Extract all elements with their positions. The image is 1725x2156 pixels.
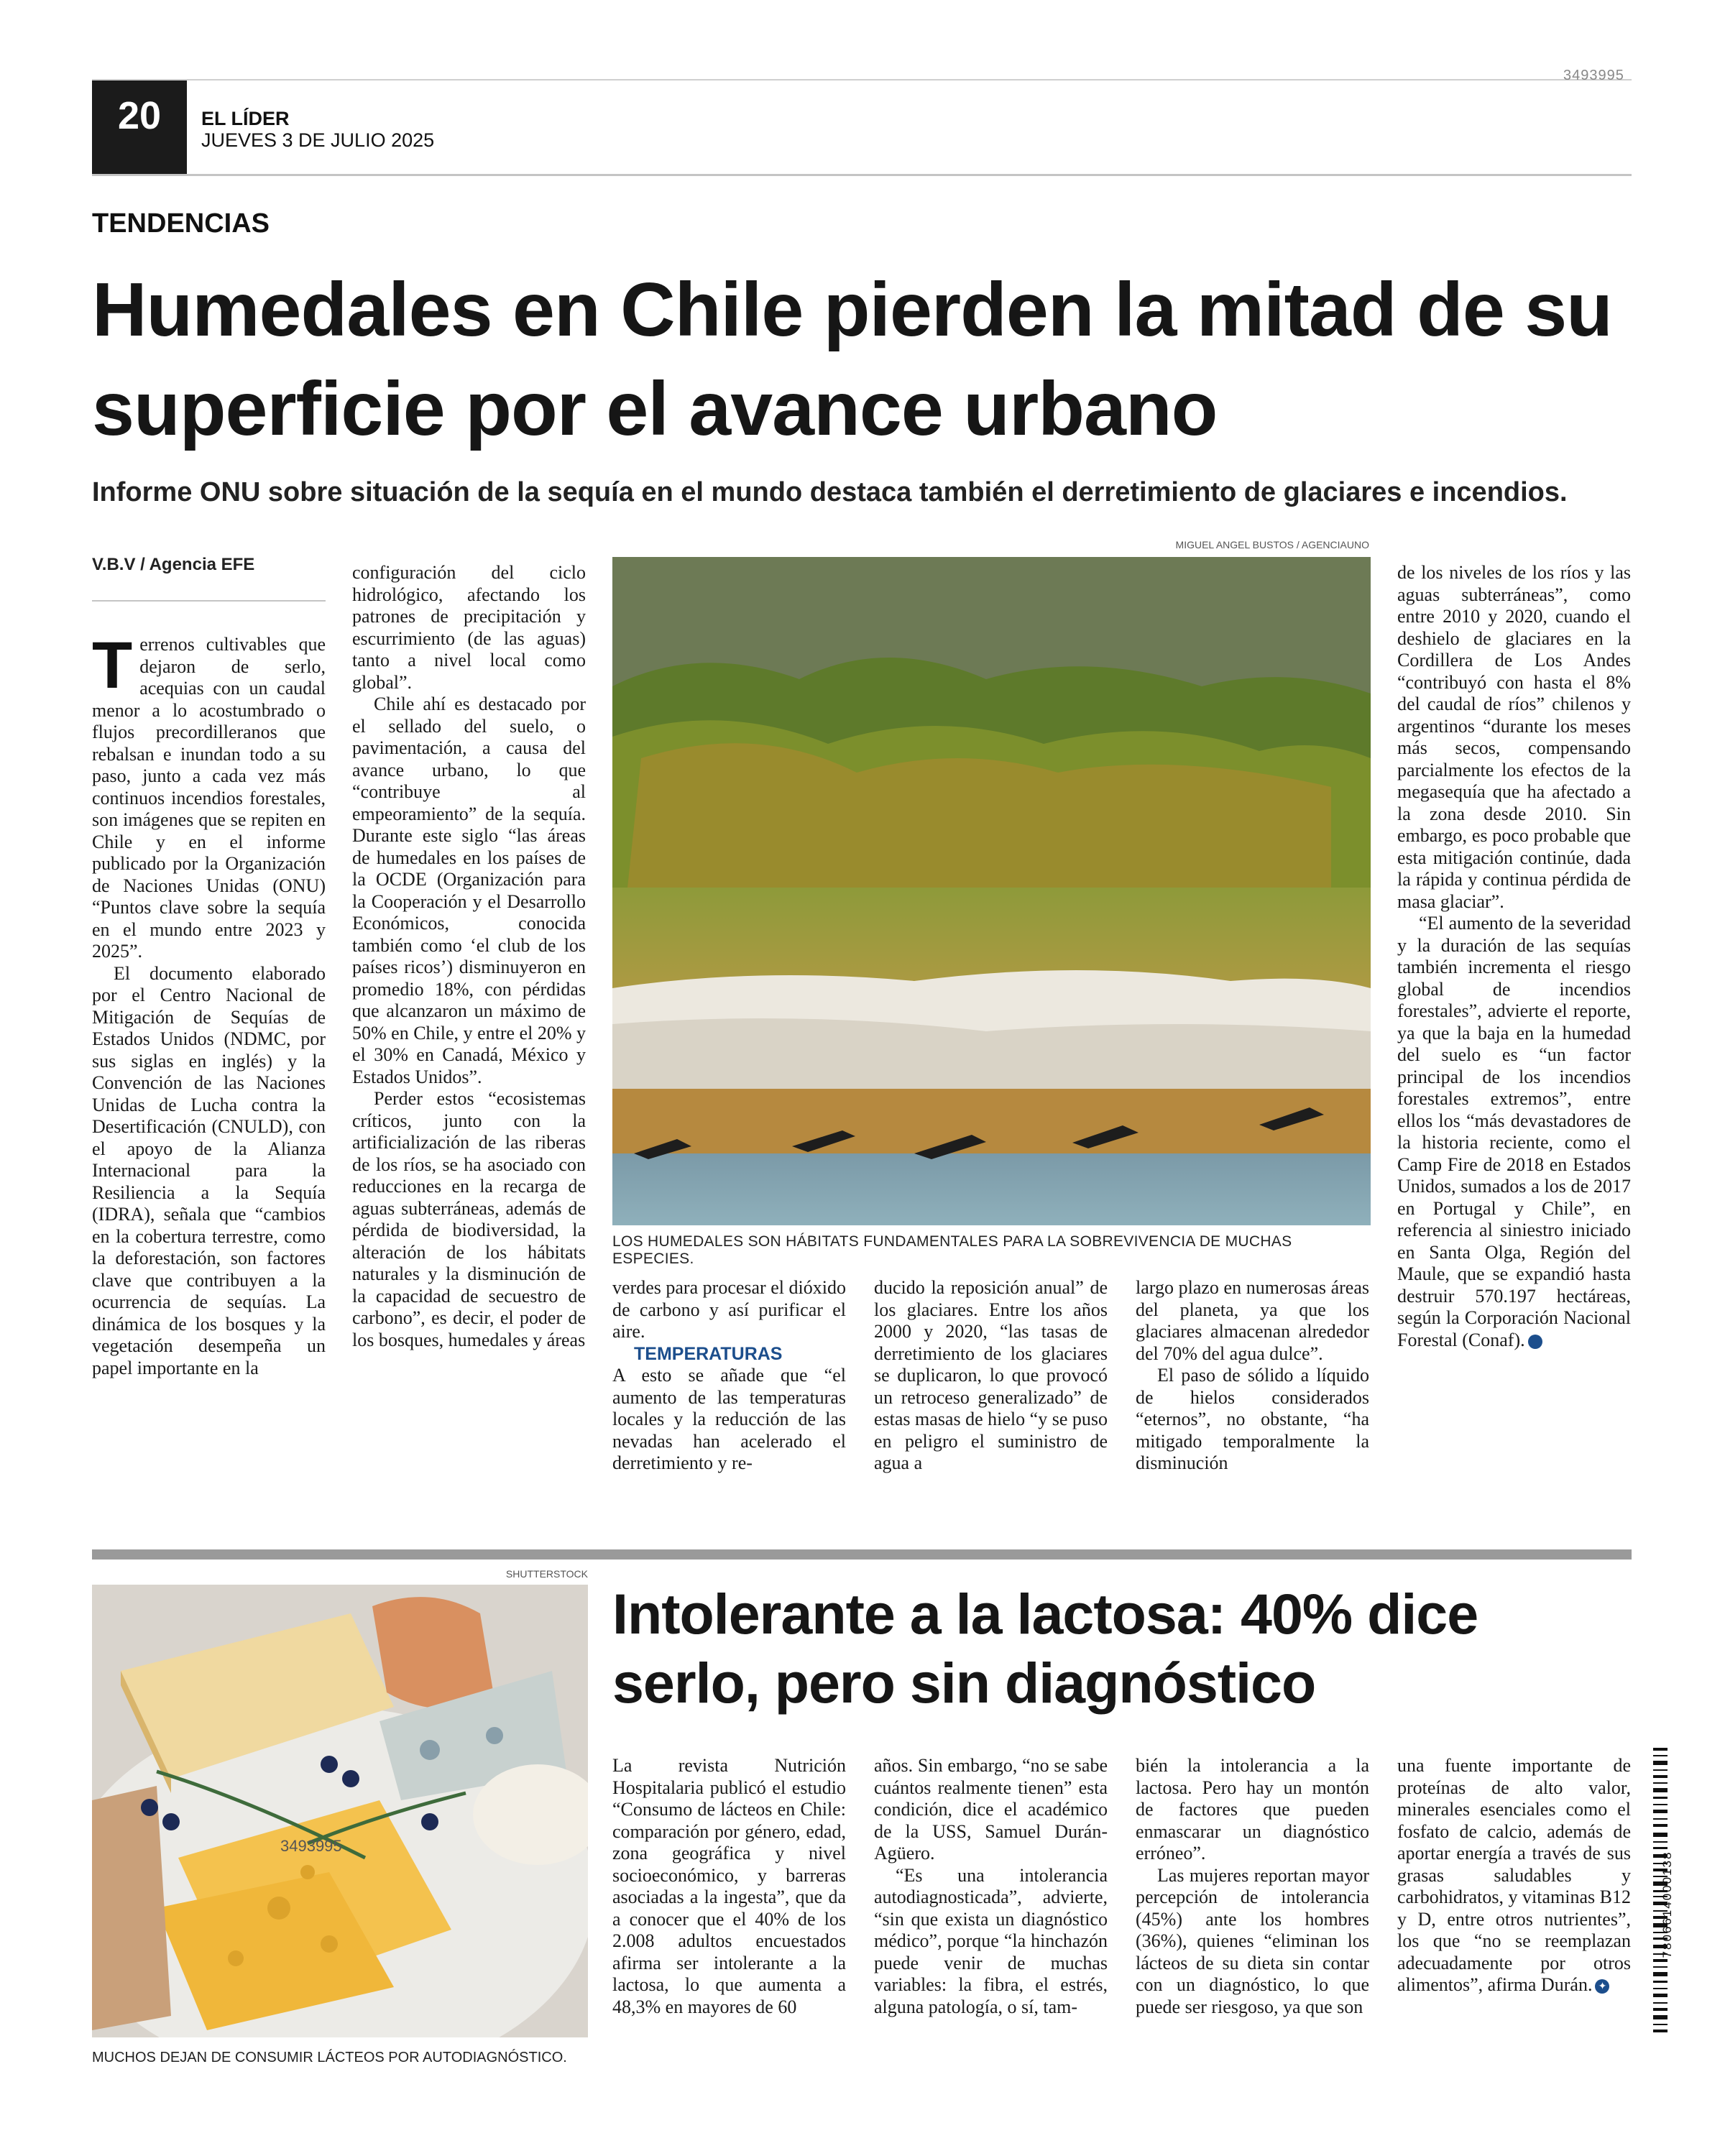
article1-column-3	[612, 1277, 846, 1475]
article1-column-6	[1397, 562, 1631, 1351]
article2-column-3	[1136, 1755, 1369, 2018]
star-end-icon: ✦	[1528, 1335, 1542, 1349]
byline: V.B.V / Agencia EFE	[92, 555, 255, 574]
article1-col1-paragraph-1: Terrenos cultivables que dejaron de serlo, acequias con un caudal menor a lo acostumbrado o flujos precordilleranos que rebalsan e inundan todo a su paso, junto a cada vez más continuos incendios forestales, son imágenes que se repiten en Chile y en el informe publicado por la Organización de Naciones Unidas (ONU) “Puntos clave sobre la sequía en el mundo entre 2023 y 2025”.	[92, 629, 326, 962]
subtitle-temperaturas: TEMPERATURAS	[634, 1343, 783, 1364]
header-bottom-rule	[92, 174, 1632, 176]
photo-credit-2: SHUTTERSTOCK	[505, 1568, 588, 1580]
photo-watermark: 3493995	[280, 1837, 342, 1855]
article1-col4-paragraph-1: ducido la reposición anual” de los glaciares. Entre los años 2000 y 2020, “las tasas de derretimiento de los glaciares se duplicaron, lo que provocó un retroceso generalizado” de estas masas de hielo “y se puso en peligro el suministro de agua a	[874, 1277, 1108, 1473]
barcode-number: 7806614000138	[1660, 1851, 1674, 1958]
article2-col2-paragraph-1: años. Sin embargo, “no se sabe cuántos realmente tienen” esta condición, dice el académico de la USS, Samuel Durán-Agüero.	[874, 1755, 1108, 1864]
photo-caption: LOS HUMEDALES SON HÁBITATS FUNDAMENTALES PARA LA SOBREVIVENCIA DE MUCHAS ESPECIES.	[612, 1233, 1292, 1267]
article2-col4-paragraph-1: una fuente importante de proteínas de alto valor, minerales esenciales como el fosfato de calcio, además de aportar energía a través de sus grasas saludables y carbohidratos, y vitaminas B12 y D, entre otros nutrientes”, los que “no se reemplazan adecuadamente por otros alimentos”, afirma Durán. ✦	[1397, 1755, 1631, 1995]
article2-col1-paragraph-1: La revista Nutrición Hospitalaria publicó el estudio “Consumo de lácteos en Chile: comparación por género, edad, zona geográfica y nivel socioeconómico, y barreras asociadas a la ingesta”, que da a conocer que el 40% de los 2.008 adultos encuestados afirma ser intolerante a la lactosa, lo que aumenta a 48,3% en mayores de 60	[612, 1755, 846, 2017]
publication-name: EL LÍDER	[201, 108, 290, 129]
wetland-photo	[612, 557, 1371, 1225]
article1-column-2	[352, 562, 586, 1351]
main-headline: Humedales en Chile pierden la mitad de su superficie por el avance urbano	[92, 267, 1612, 451]
article1-col3-paragraph-2: A esto se añade que “el aumento de las temperaturas locales y la reducción de las nevadas han acelerado el derretimiento y re-	[612, 1365, 846, 1473]
article1-col6-paragraph-2: “El aumento de la severidad y la duración de las sequías también incrementa el riesgo global de incendios forestales”, advierte el reporte, ya que la baja en la humedad del suelo es “un factor principal de los incendios forestales extremos”, entre ellos los “más devastadores de la historia reciente, como el Camp Fire de 2018 en Estados Unidos, sumados a los de 2017 en Portugal y Chile”, en referencia al siniestro iniciado en Santa Olga, Región del Maule, que se expandió hasta destruir 570.197 hectáreas, según la Corporación Nacional Forestal (Conaf). ✦	[1397, 913, 1631, 1350]
article1-col3-paragraph-1: verdes para procesar el dióxido de carbono y así purificar el aire.	[612, 1277, 846, 1342]
photo-credit: MIGUEL ANGEL BUSTOS / AGENCIAUNO	[1175, 539, 1369, 550]
article2-col3-paragraph-2: Las mujeres reportan mayor percepción de intolerancia (45%) ante los hombres (36%), quienes “eliminan los lácteos de su dieta sin contar con un diagnóstico, lo que puede ser riesgoso, ya que son	[1136, 1864, 1369, 2017]
article1-column-1	[92, 629, 326, 1379]
star-end-icon: ✦	[1595, 1979, 1609, 1994]
section-label: TENDENCIAS	[92, 208, 270, 239]
secondary-headline: Intolerante a la lactosa: 40% dice serlo, pero sin diagnóstico	[612, 1582, 1478, 1715]
article-divider	[92, 1549, 1632, 1560]
article1-col1-paragraph-2: El documento elaborado por el Centro Nacional de Mitigación de Sequías de Estados Unidos (NDMC, por sus siglas en inglés) y la Convención de las Naciones Unidas de Lucha contra la Desertificación (CNULD), con el apoyo de la Alianza Internacional para la Resiliencia a la Sequía (IDRA), señala que “cambios en la cobertura terrestre, como la deforestación, son factores clave que contribuyen a la ocurrencia de sequías. La dinámica de los bosques y la vegetación desempeña un papel importante en la	[92, 962, 326, 1378]
publication-date: JUEVES 3 DE JULIO 2025	[201, 129, 435, 151]
article2-col3-paragraph-1: bién la intolerancia a la lactosa. Pero hay un montón de factores que pueden enmascarar un diagnóstico erróneo”.	[1136, 1755, 1369, 1864]
byline-rule	[92, 600, 326, 602]
article2-column-2	[874, 1755, 1108, 2018]
article1-col5-paragraph-1: largo plazo en numerosas áreas del planeta, ya que los glaciares almacenan alrededor del 70% del agua dulce”.	[1136, 1277, 1369, 1364]
article1-col2-paragraph-2: Chile ahí es destacado por el sellado del suelo, o pavimentación, a causa del avance urbano, lo que “contribuye al empeoramiento” de la sequía. Durante este siglo “las áreas de humedales en los países de la OCDE (Organización para la Cooperación y el Desarrollo Económicos, conocida también como ‘el club de los países ricos’) disminuyeron en promedio 18%, con pérdidas que alcanzaron un máximo de 50% en Chile, y entre el 20% y el 30% en Canadá, México y Estados Unidos”.	[352, 694, 586, 1087]
article1-col2-paragraph-3: Perder estos “ecosistemas críticos, junto con la artificialización de las riberas de los ríos, se ha asociado con reducciones en la recarga de aguas subterráneas, además de pérdida de biodiversidad, la alteración de los hábitats naturales y la disminución de la capacidad de secuestro de carbono”, es decir, el poder de los bosques, humedales y áreas	[352, 1088, 586, 1350]
photo-caption-2: MUCHOS DEJAN DE CONSUMIR LÁCTEOS POR AUTODIAGNÓSTICO.	[92, 2050, 567, 2065]
article1-col5-paragraph-2: El paso de sólido a líquido de hielos considerados “eternos”, no obstante, “ha mitigado temporalmente la disminución	[1136, 1365, 1369, 1473]
article2-column-1	[612, 1755, 846, 2018]
page-id-code: 3493995	[1563, 68, 1624, 83]
article1-column-4	[874, 1277, 1108, 1475]
page-number: 20	[117, 94, 162, 137]
subheadline: Informe ONU sobre situación de la sequía en el mundo destaca también el derretimiento de glaciares e incendios.	[92, 477, 1568, 507]
article1-column-5	[1136, 1277, 1369, 1475]
article1-col2-paragraph-1: configuración del ciclo hidrológico, afectando los patrones de precipitación y escurrimiento (de las aguas) tanto a nivel local como global”.	[352, 562, 586, 693]
cheese-photo	[92, 1585, 588, 2037]
article2-column-4	[1397, 1755, 1631, 1996]
article2-col2-paragraph-2: “Es una intolerancia autodiagnosticada”, advierte, “sin que exista un diagnóstico médico”, porque “la hinchazón puede venir de muchas variables: la fibra, el estrés, alguna patología, o sí, tam-	[874, 1864, 1108, 2017]
header-top-rule	[92, 79, 1632, 80]
drop-cap: T	[92, 629, 133, 702]
article1-col6-paragraph-1: de los niveles de los ríos y las aguas subterráneas”, como entre 2010 y 2020, cuando el deshielo de glaciares en la Cordillera de Los Andes “contribuyó con hasta el 8% del caudal de ríos” chilenos y argentinos “durante los meses más secos, compensando parcialmente los efectos de la megasequía que ha afectado a la zona desde 2010. Sin embargo, es poco probable que esta mitigación continúe, dada la rápida y continua pérdida de masa glaciar”.	[1397, 562, 1631, 912]
